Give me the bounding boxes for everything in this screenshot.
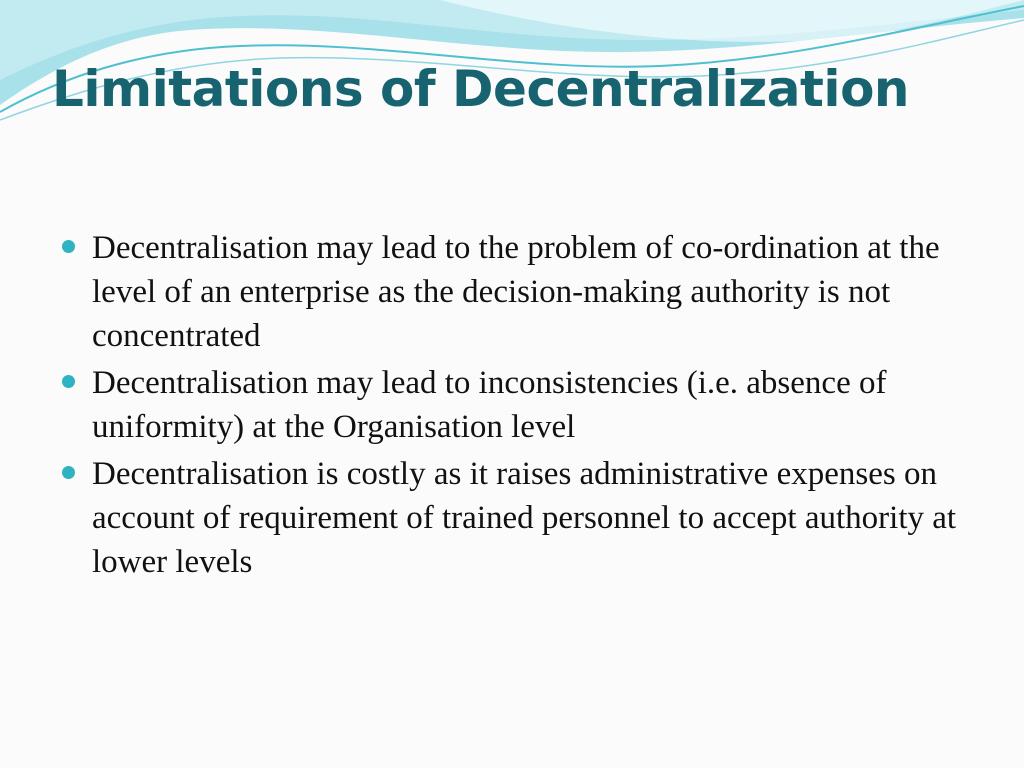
bullet-text: Decentralisation is costly as it raises administrative expenses on account of requirement of trained personnel to accept authority at lower levels <box>92 456 957 580</box>
bullet-icon <box>62 375 75 388</box>
bullet-list <box>60 226 965 587</box>
bullet-item <box>60 361 965 449</box>
slide-title: Limitations of Decentralization <box>52 60 910 118</box>
bullet-icon <box>62 466 75 479</box>
bullet-text: Decentralisation may lead to inconsistencies (i.e. absence of uniformity) at the Organisation level <box>92 365 887 445</box>
bullet-icon <box>62 240 75 253</box>
bullet-item <box>60 452 965 584</box>
bullet-text: Decentralisation may lead to the problem of co-ordination at the level of an enterprise as the decision-making authority is not concentrated <box>92 230 940 354</box>
bullet-item <box>60 226 965 358</box>
